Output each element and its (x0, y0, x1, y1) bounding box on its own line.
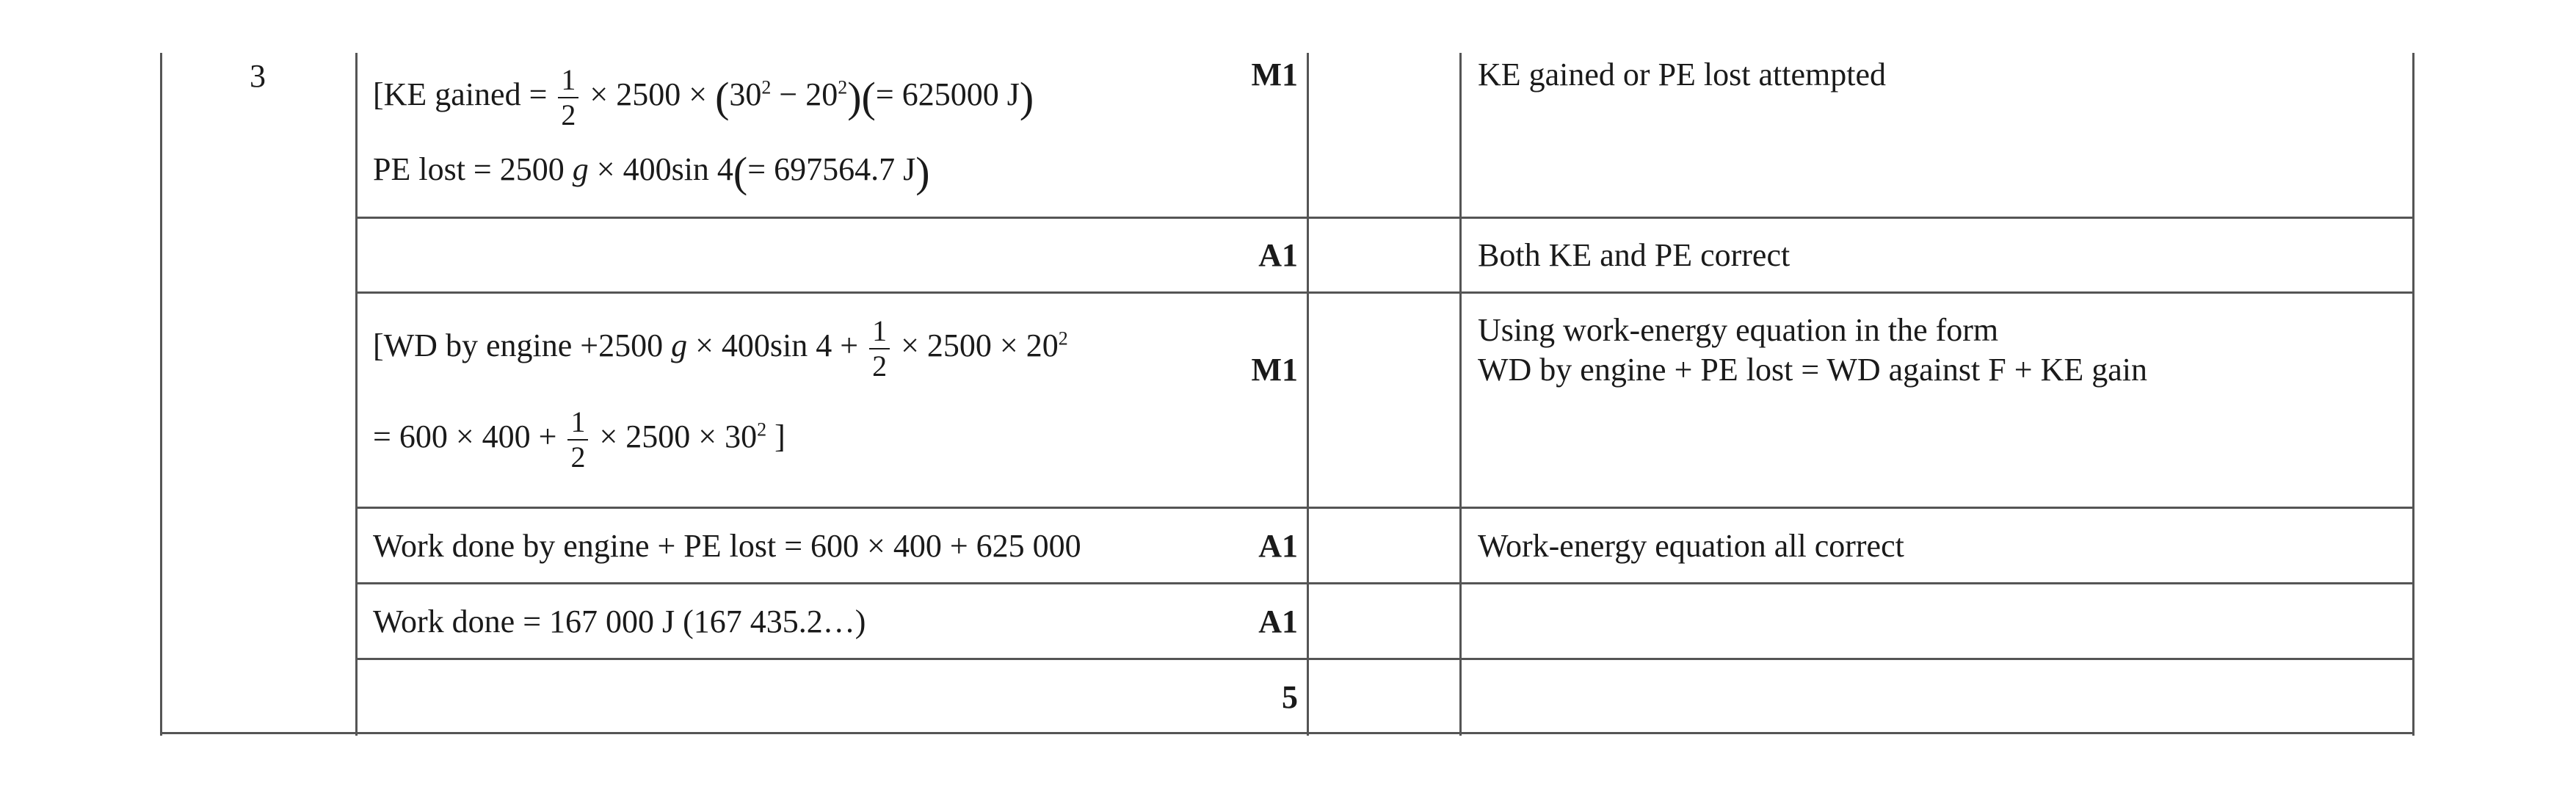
column-divider-marks (1307, 53, 1309, 736)
table-border-right (2412, 53, 2414, 736)
ke-gained-line: [KE gained = $\frac{1}{2}$ × $2500 \times (30^2 - 20^2)(= 625000$ J) (373, 63, 1034, 131)
question-number: 3 (250, 58, 266, 94)
working-row-5: Work done = 167 000 J (167 435.2…) (373, 604, 866, 639)
comment-row-2: Both KE and PE correct (1478, 237, 1790, 273)
row-divider-1 (355, 217, 2414, 219)
mark-row-4: A1 (1258, 528, 1298, 564)
table-border-left (160, 53, 162, 736)
row-divider-2 (355, 291, 2414, 294)
row-divider-3 (355, 507, 2414, 509)
fraction-half: $\frac{1}{2}$ (558, 63, 578, 132)
pe-lost-line: PE lost = 2500 g × 400sin 4(= 697564.7 J) (373, 148, 930, 196)
mark-row-1: M1 (1251, 57, 1298, 93)
column-divider-comments (1459, 53, 1462, 736)
comment-row-3-line-1: Using work-energy equation in the form (1478, 312, 1999, 348)
fraction-half: $\frac{1}{2}$ (567, 405, 588, 474)
total-marks: 5 (1282, 679, 1298, 715)
column-divider-working (355, 53, 358, 736)
mark-row-5: A1 (1258, 604, 1298, 639)
mark-row-2: A1 (1258, 237, 1298, 273)
table-border-bottom (160, 732, 2414, 734)
comment-row-1: KE gained or PE lost attempted (1478, 57, 1886, 93)
fraction-half: $\frac{1}{2}$ (869, 314, 890, 383)
wd-equation-line-2: = 600 × 400 + $\frac{1}{2}$ × $2500 \times 30^2$ ] (373, 405, 786, 474)
comment-row-3-line-2: WD by engine + PE lost = WD against F + KE gain (1478, 352, 2147, 388)
row-divider-4 (355, 582, 2414, 584)
mark-row-3: M1 (1251, 352, 1298, 388)
row-divider-5 (355, 658, 2414, 660)
wd-equation-line-1: [WD by engine +2500 g × 400sin 4 + $\frac{1}{2}$ × $2500 \times 20^2$ (373, 314, 1068, 383)
comment-row-4: Work-energy equation all correct (1478, 528, 1904, 564)
working-row-4: Work done by engine + PE lost = 600 × 400 + 625 000 (373, 528, 1081, 564)
